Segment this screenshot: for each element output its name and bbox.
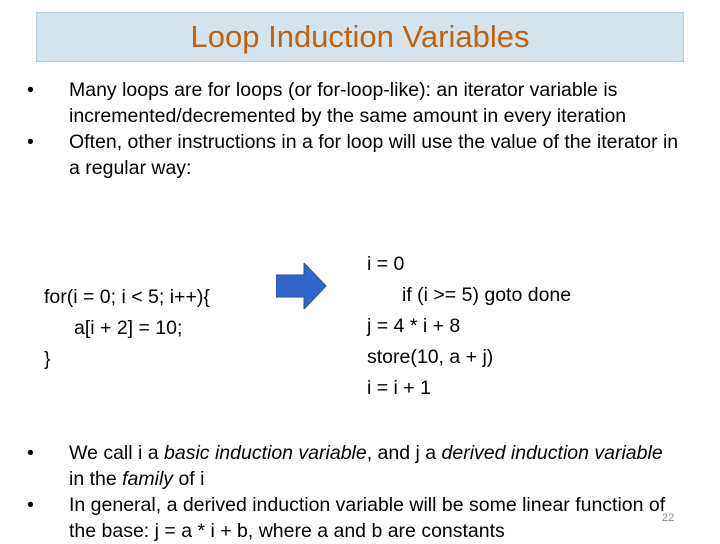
right-arrow-icon xyxy=(276,263,328,309)
bottom-bullet-list xyxy=(20,440,680,544)
source-loop-code xyxy=(44,282,210,375)
code-line: j = 4 * i + 8 xyxy=(367,315,461,337)
code-line: if (i >= 5) goto done xyxy=(402,284,572,306)
bullet-text: Often, other instructions in a for loop will use the value of the iterator in a regular way: xyxy=(69,131,679,179)
bullet-text: In general, a derived induction variable will be some linear function of the base: j = a * i + b, where a and b are constants xyxy=(69,494,666,542)
bullet-marker: • xyxy=(27,442,34,464)
code-line: for(i = 0; i < 5; i++){ xyxy=(44,286,210,308)
lowered-ir-code xyxy=(367,249,571,404)
bullet-marker: • xyxy=(27,494,34,516)
bullet-item xyxy=(20,129,680,181)
top-bullet-list xyxy=(20,77,680,181)
code-line: i = i + 1 xyxy=(367,377,431,399)
title-banner xyxy=(36,12,684,62)
slide-number: 22 xyxy=(662,512,675,524)
bullet-text: Many loops are for loops (or for-loop-like): an iterator variable is incremented/decremented by the same amount in every iteration xyxy=(69,79,627,127)
bullet-item xyxy=(20,77,680,129)
bullet-item xyxy=(20,492,680,544)
code-line: i = 0 xyxy=(367,253,405,275)
code-line: a[i + 2] = 10; xyxy=(74,317,183,339)
code-line: } xyxy=(44,348,51,370)
code-line: store(10, a + j) xyxy=(367,346,494,368)
bullet-item xyxy=(20,440,680,492)
bullet-marker: • xyxy=(27,131,34,153)
bullet-marker: • xyxy=(27,79,34,101)
slide-title: Loop Induction Variables xyxy=(190,19,530,54)
bullet-text: We call i a basic induction variable, and j a derived induction variable in the family of i xyxy=(69,442,663,490)
